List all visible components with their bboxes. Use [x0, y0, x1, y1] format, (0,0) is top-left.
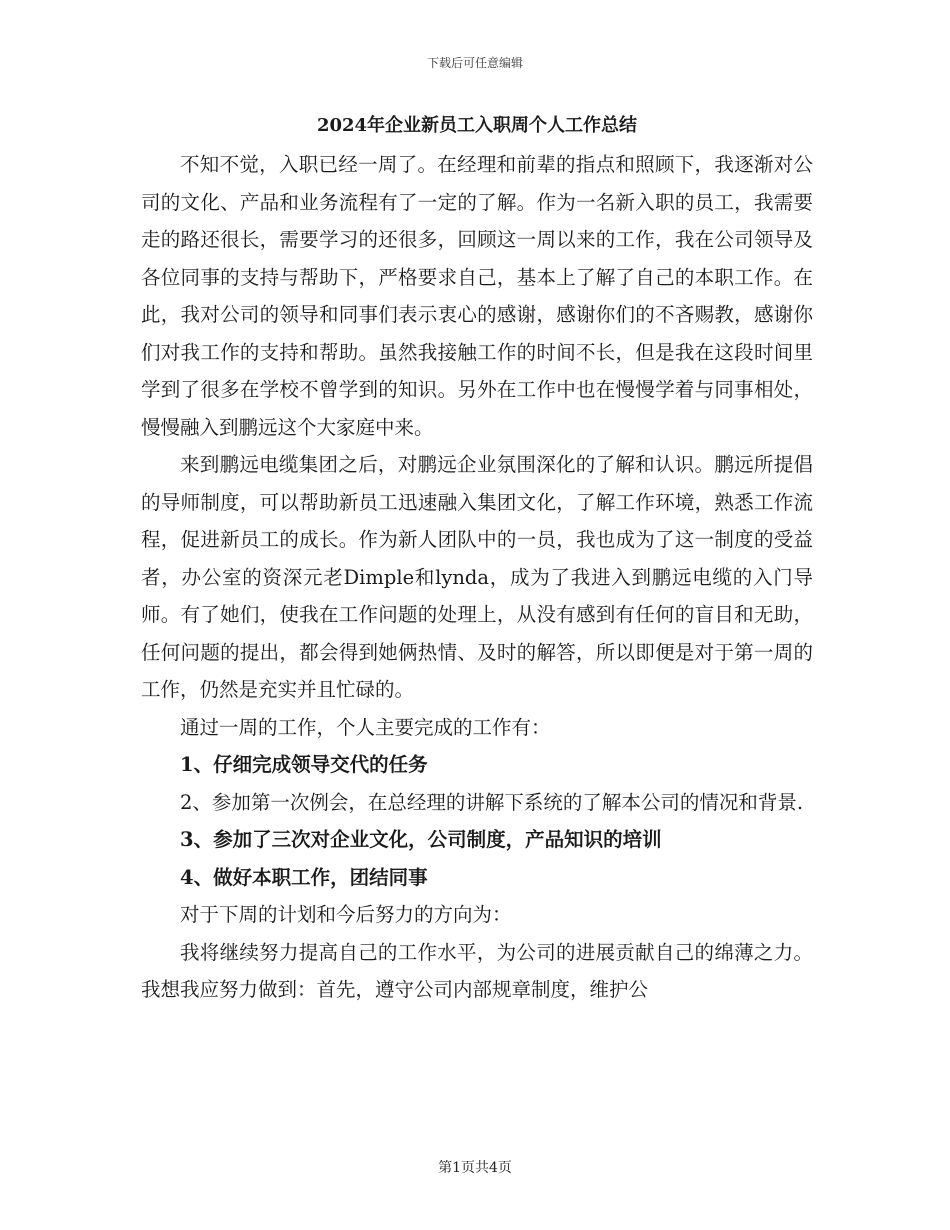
paragraph-tasks-intro: 通过一周的工作，个人主要完成的工作有：	[180, 715, 551, 739]
paragraph-plan-intro: 对于下周的计划和今后努力的方向为：	[180, 903, 512, 926]
task-item-4: 4、做好本职工作，团结同事	[180, 865, 428, 889]
paragraph-intro: 不知不觉，入职已经一周了。在经理和前辈的指点和照顾下，我逐渐对公司的文化、产品和业务流程有了一定的了解。作为一名新入职的员工，我需要走的路还很长，需要学习的还很多，回顾这一周以来的工作，我在公司领导及各位同事的支持与帮助下，严格要求自己，基本上了解了自己的本职工作。在此，我对公司的领导和同事们表示衷心的感谢，感谢你们的不吝赐教，感谢你们对我工作的支持和帮助。虽然我接触工作的时间不长，但是我在这段时间里学到了很多在学校不曾学到的知识。另外在工作中也在慢慢学着与同事相处，慢慢融入到鹏远这个大家庭中来。	[141, 153, 813, 439]
document-body	[141, 112, 813, 1009]
paragraph-plan: 我将继续努力提高自己的工作水平，为公司的进展贡献自己的绵薄之力。我想我应努力做到：首先，遵守公司内部规章制度，维护公	[141, 940, 813, 1001]
task-item-1: 1、仔细完成领导交代的任务	[180, 753, 428, 776]
task-item-3: 3、参加了三次对企业文化，公司制度，产品知识的培训	[180, 828, 662, 851]
task-item-2: 2、参加第一次例会，在总经理的讲解下系统的了解本公司的情况和背景.	[180, 790, 804, 814]
document-title: 2024年企业新员工入职周个人工作总结	[316, 115, 638, 136]
page-number: 第1页共4页	[438, 1160, 512, 1176]
paragraph-mentor: 来到鹏远电缆集团之后，对鹏远企业氛围深化的了解和认识。鹏远所提倡的导师制度，可以帮助新员工迅速融入集团文化，了解工作环境，熟悉工作流程，促进新员工的成长。作为新人团队中的一员，我也成为了这一制度的受益者，办公室的资深元老Dimple和lynda，成为了我进入到鹏远电缆的入门导师。有了她们，使我在工作问题的处理上，从没有感到有任何的盲目和无助，任何问题的提出，都会得到她俩热情、及时的解答，所以即便是对于第一周的工作，仍然是充实并且忙碌的。	[141, 453, 813, 701]
page-header-note: 下载后可任意编辑	[426, 56, 523, 70]
